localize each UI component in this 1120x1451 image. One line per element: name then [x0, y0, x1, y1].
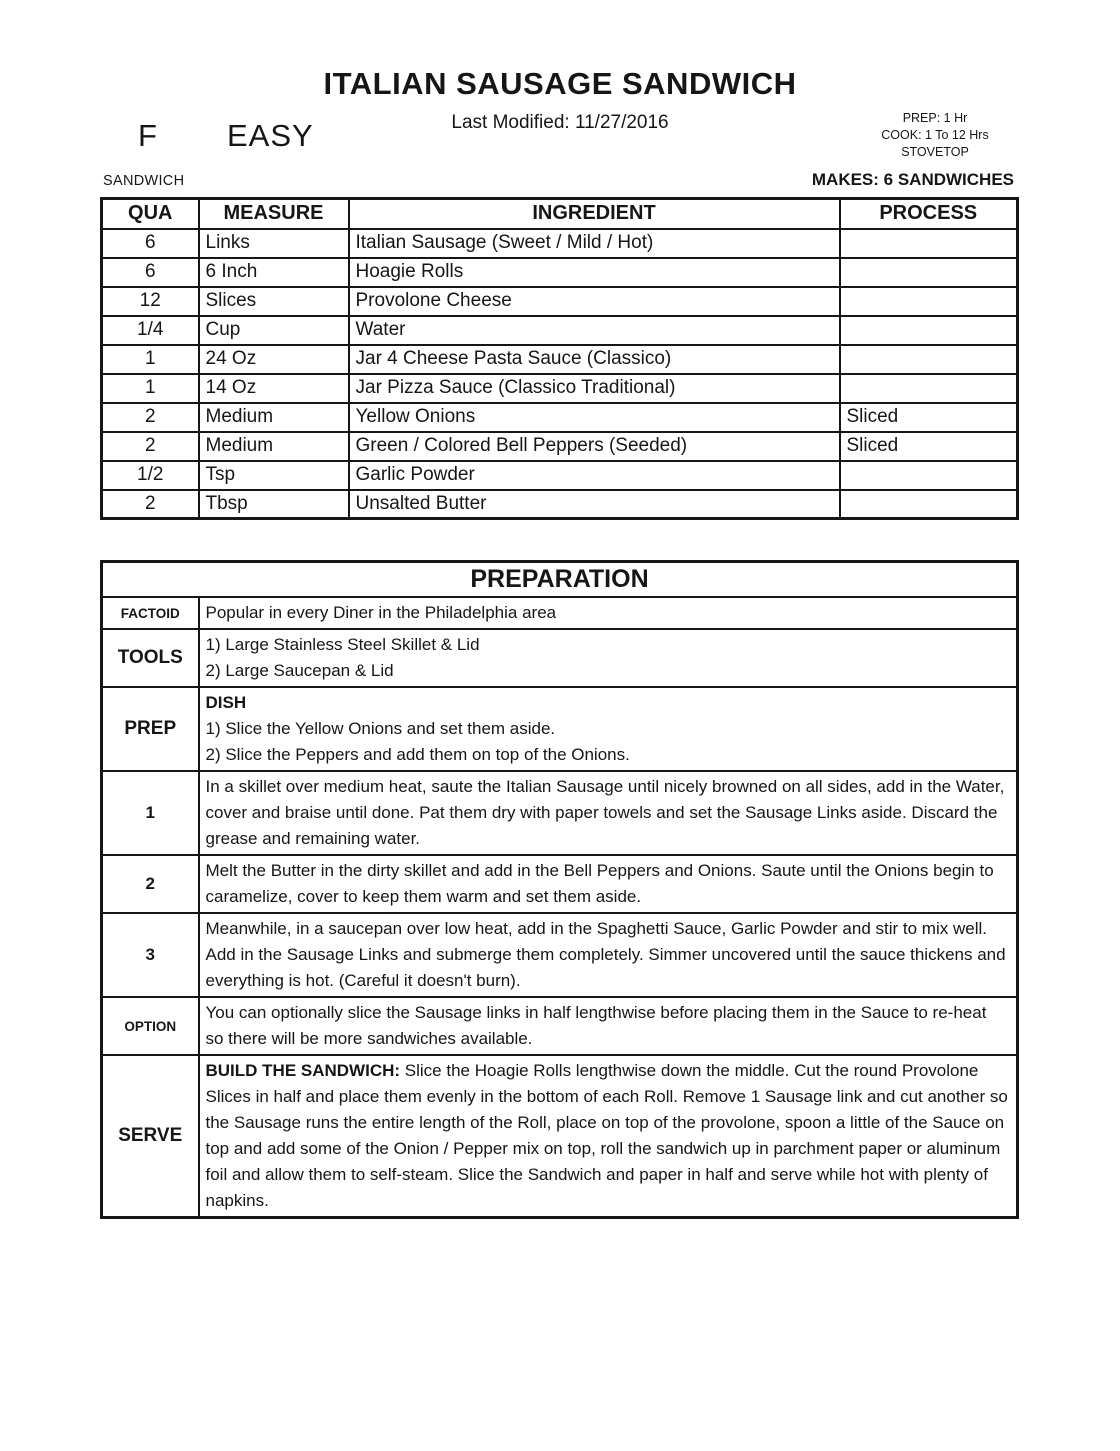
ingredient-row [102, 316, 1018, 345]
serve-row [102, 1055, 1018, 1218]
option-row [102, 997, 1018, 1055]
cook-time: COOK: 1 To 12 Hrs [881, 128, 989, 142]
ingredient-qty: 2 [102, 490, 199, 519]
preparation-title: PREPARATION [102, 562, 1018, 598]
ingredient-name: Garlic Powder [349, 461, 840, 490]
difficulty-label: EASY [227, 118, 314, 153]
ingredient-row [102, 490, 1018, 519]
ingredient-row [102, 403, 1018, 432]
prep-line-1: 1) Slice the Yellow Onions and set them aside. [205, 719, 556, 738]
ingredient-measure: 6 Inch [199, 258, 349, 287]
ingredient-process [840, 461, 1018, 490]
tools-line-2: 2) Large Saucepan & Lid [205, 661, 394, 680]
ingredient-name: Green / Colored Bell Peppers (Seeded) [349, 432, 840, 461]
prep-row [102, 687, 1018, 771]
page-title: ITALIAN SAUSAGE SANDWICH [323, 66, 797, 101]
factoid-text: Popular in every Diner in the Philadelphia area [199, 597, 1018, 629]
factoid-row [102, 597, 1018, 629]
serve-label: SERVE [102, 1055, 199, 1218]
ingredient-measure: 14 Oz [199, 374, 349, 403]
ingredient-name: Italian Sausage (Sweet / Mild / Hot) [349, 229, 840, 258]
ingredient-row [102, 287, 1018, 316]
ingredient-process: Sliced [840, 403, 1018, 432]
ingredient-qty: 1 [102, 345, 199, 374]
header-process: PROCESS [840, 199, 1018, 229]
prep-text [199, 687, 1018, 771]
ingredients-header-row [102, 199, 1018, 229]
ingredient-measure: 24 Oz [199, 345, 349, 374]
step-2-label: 2 [102, 855, 199, 913]
header-ingredient: INGREDIENT [349, 199, 840, 229]
ingredient-qty: 1/2 [102, 461, 199, 490]
step-1-text: In a skillet over medium heat, saute the Italian Sausage until nicely browned on all sides, add in the Water, cover and braise until done. Pat them dry with paper towels and set the Sausage Links aside. Discard the grease and remaining water. [199, 771, 1018, 855]
step-2-row [102, 855, 1018, 913]
ingredient-name: Provolone Cheese [349, 287, 840, 316]
ingredient-process [840, 258, 1018, 287]
ingredient-process [840, 490, 1018, 519]
ingredient-qty: 2 [102, 403, 199, 432]
ingredient-row [102, 345, 1018, 374]
prep-line-2: 2) Slice the Peppers and add them on top of the Onions. [205, 745, 630, 764]
step-1-row [102, 771, 1018, 855]
ingredient-row [102, 461, 1018, 490]
step-2-text: Melt the Butter in the dirty skillet and add in the Bell Peppers and Onions. Saute until the Onions begin to caramelize, cover to keep them warm and set them aside. [199, 855, 1018, 913]
ingredient-name: Hoagie Rolls [349, 258, 840, 287]
tools-text [199, 629, 1018, 687]
ingredient-name: Jar Pizza Sauce (Classico Traditional) [349, 374, 840, 403]
ingredient-qty: 2 [102, 432, 199, 461]
prep-time: PREP: 1 Hr [902, 111, 968, 125]
step-3-row [102, 913, 1018, 997]
ingredient-measure: Medium [199, 432, 349, 461]
ingredients-table [100, 197, 1019, 520]
prep-label: PREP [102, 687, 199, 771]
ingredient-process [840, 287, 1018, 316]
preparation-table [100, 560, 1019, 1219]
ingredient-qty: 6 [102, 258, 199, 287]
ingredient-name: Jar 4 Cheese Pasta Sauce (Classico) [349, 345, 840, 374]
ingredient-process [840, 316, 1018, 345]
prep-heading: DISH [205, 693, 247, 712]
ingredient-row [102, 432, 1018, 461]
ingredient-qty: 1/4 [102, 316, 199, 345]
ingredient-measure: Cup [199, 316, 349, 345]
ingredient-qty: 6 [102, 229, 199, 258]
ingredient-name: Water [349, 316, 840, 345]
ingredient-measure: Medium [199, 403, 349, 432]
ingredient-process [840, 229, 1018, 258]
ingredient-name: Unsalted Butter [349, 490, 840, 519]
ingredient-process [840, 374, 1018, 403]
step-3-text: Meanwhile, in a saucepan over low heat, add in the Spaghetti Sauce, Garlic Powder and stir to mix well. Add in the Sausage Links and submerge them completely. Simmer uncovered until the sauce thickens and everything is hot. (Careful it doesn't burn). [199, 913, 1018, 997]
ingredient-measure: Slices [199, 287, 349, 316]
option-text: You can optionally slice the Sausage links in half lengthwise before placing them in the Sauce to re-heat so there will be more sandwiches available. [199, 997, 1018, 1055]
makes-label: MAKES: 6 SANDWICHES [811, 170, 1014, 189]
serve-lead: BUILD THE SANDWICH: [205, 1061, 401, 1080]
ingredient-row [102, 229, 1018, 258]
serve-text [199, 1055, 1018, 1218]
cook-method: STOVETOP [901, 145, 969, 159]
header-measure: MEASURE [199, 199, 349, 229]
option-label: OPTION [102, 997, 199, 1055]
ingredient-measure: Tsp [199, 461, 349, 490]
category-label: SANDWICH [103, 173, 185, 189]
tools-label: TOOLS [102, 629, 199, 687]
ingredient-process: Sliced [840, 432, 1018, 461]
ingredient-row [102, 374, 1018, 403]
preparation-title-row [102, 562, 1018, 598]
time-info-block [835, 110, 1035, 161]
factoid-label: FACTOID [102, 597, 199, 629]
serve-body: Slice the Hoagie Rolls lengthwise down the middle. Cut the round Provolone Slices in half and place them evenly in the bottom of each Roll. Remove 1 Sausage link and cut another so the Sausage runs the entire length of the Roll, place on top of the provolone, spoon a little of the Sauce on top and add some of the Onion / Pepper mix on top, roll the sandwich up in parchment paper or aluminum foil and allow them to self-steam. Slice the Sandwich and paper in half and serve while hot with plenty of napkins. [205, 1061, 1008, 1210]
step-3-label: 3 [102, 913, 199, 997]
step-1-label: 1 [102, 771, 199, 855]
ingredient-measure: Links [199, 229, 349, 258]
ingredient-qty: 12 [102, 287, 199, 316]
ingredient-process [840, 345, 1018, 374]
ingredient-measure: Tbsp [199, 490, 349, 519]
ingredient-row [102, 258, 1018, 287]
ingredient-name: Yellow Onions [349, 403, 840, 432]
ingredient-qty: 1 [102, 374, 199, 403]
recipe-code: F [138, 118, 157, 153]
header-qua: QUA [102, 199, 199, 229]
tools-line-1: 1) Large Stainless Steel Skillet & Lid [205, 635, 480, 654]
tools-row [102, 629, 1018, 687]
last-modified: Last Modified: 11/27/2016 [451, 112, 669, 133]
